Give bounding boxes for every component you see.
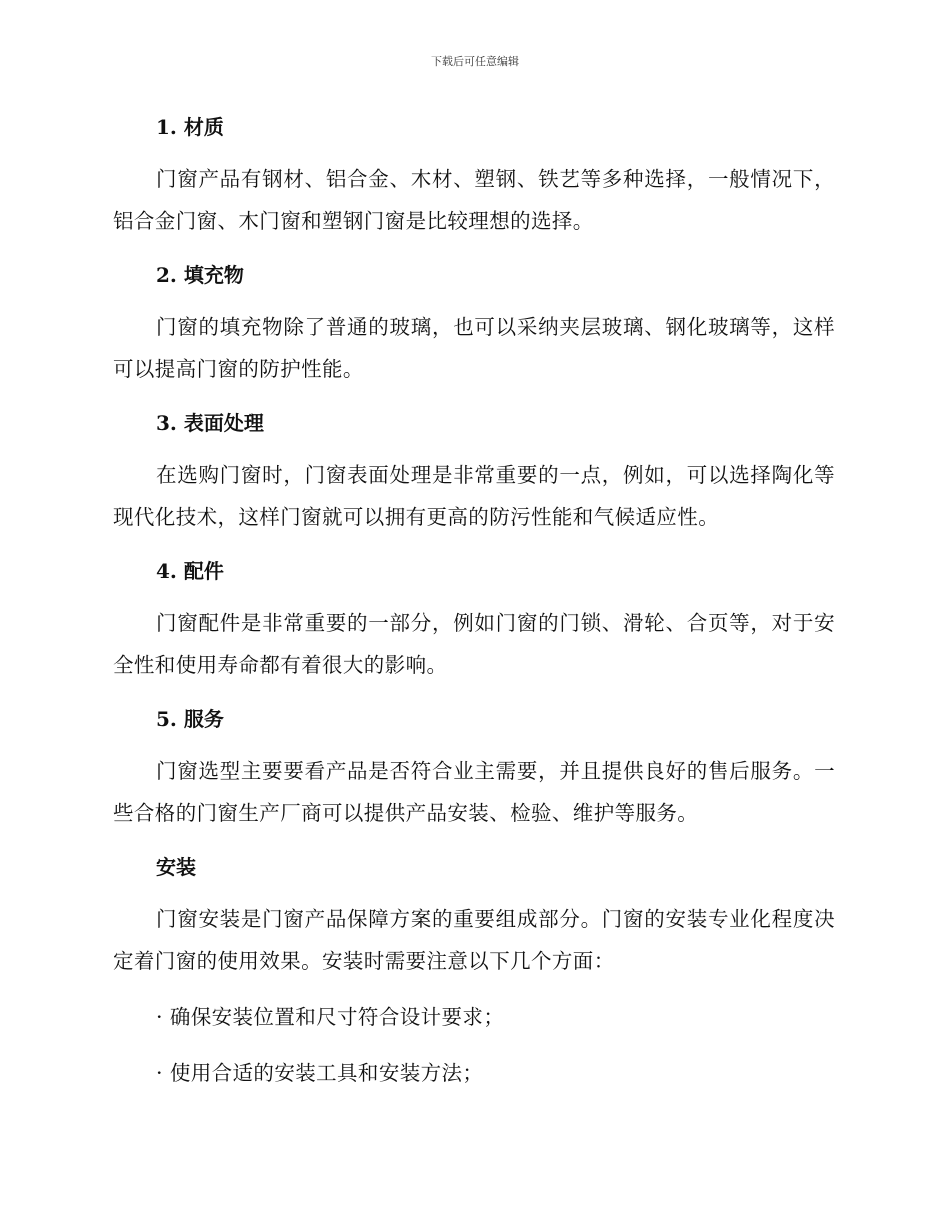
section-filler [113, 256, 835, 390]
section-paragraph: 门窗的填充物除了普通的玻璃，也可以采纳夹层玻璃、钢化玻璃等，这样可以提高门窗的防护性能。 [113, 315, 835, 381]
section-paragraph: 门窗安装是门窗产品保障方案的重要组成部分。门窗的安装专业化程度决定着门窗的使用效果。安装时需要注意以下几个方面： [113, 907, 835, 973]
section-heading: 5. 服务 [156, 707, 224, 731]
page-header: 下载后可任意编辑 [431, 55, 519, 68]
bullet-item: · 确保安装位置和尺寸符合设计要求； [156, 1005, 505, 1029]
section-paragraph: 在选购门窗时，门窗表面处理是非常重要的一点，例如，可以选择陶化等现代化技术，这样门窗就可以拥有更高的防污性能和气候适应性。 [113, 463, 835, 529]
bullet-item: · 使用合适的安装工具和安装方法； [156, 1061, 484, 1085]
document-body [113, 108, 835, 1094]
section-paragraph: 门窗产品有钢材、铝合金、木材、塑钢、铁艺等多种选择，一般情况下，铝合金门窗、木门窗和塑钢门窗是比较理想的选择。 [113, 167, 835, 233]
section-heading: 2. 填充物 [156, 263, 244, 287]
section-installation [113, 848, 835, 982]
section-paragraph: 门窗配件是非常重要的一部分，例如门窗的门锁、滑轮、合页等，对于安全性和使用寿命都有着很大的影响。 [113, 611, 835, 677]
section-heading: 1. 材质 [156, 115, 224, 139]
section-paragraph: 门窗选型主要要看产品是否符合业主需要，并且提供良好的售后服务。一些合格的门窗生产厂商可以提供产品安装、检验、维护等服务。 [113, 759, 835, 825]
section-surface-treatment [113, 404, 835, 538]
section-heading: 3. 表面处理 [156, 411, 264, 435]
section-heading: 安装 [156, 855, 196, 879]
section-accessories [113, 552, 835, 686]
section-heading: 4. 配件 [156, 559, 224, 583]
section-material [113, 108, 835, 242]
section-service [113, 700, 835, 834]
